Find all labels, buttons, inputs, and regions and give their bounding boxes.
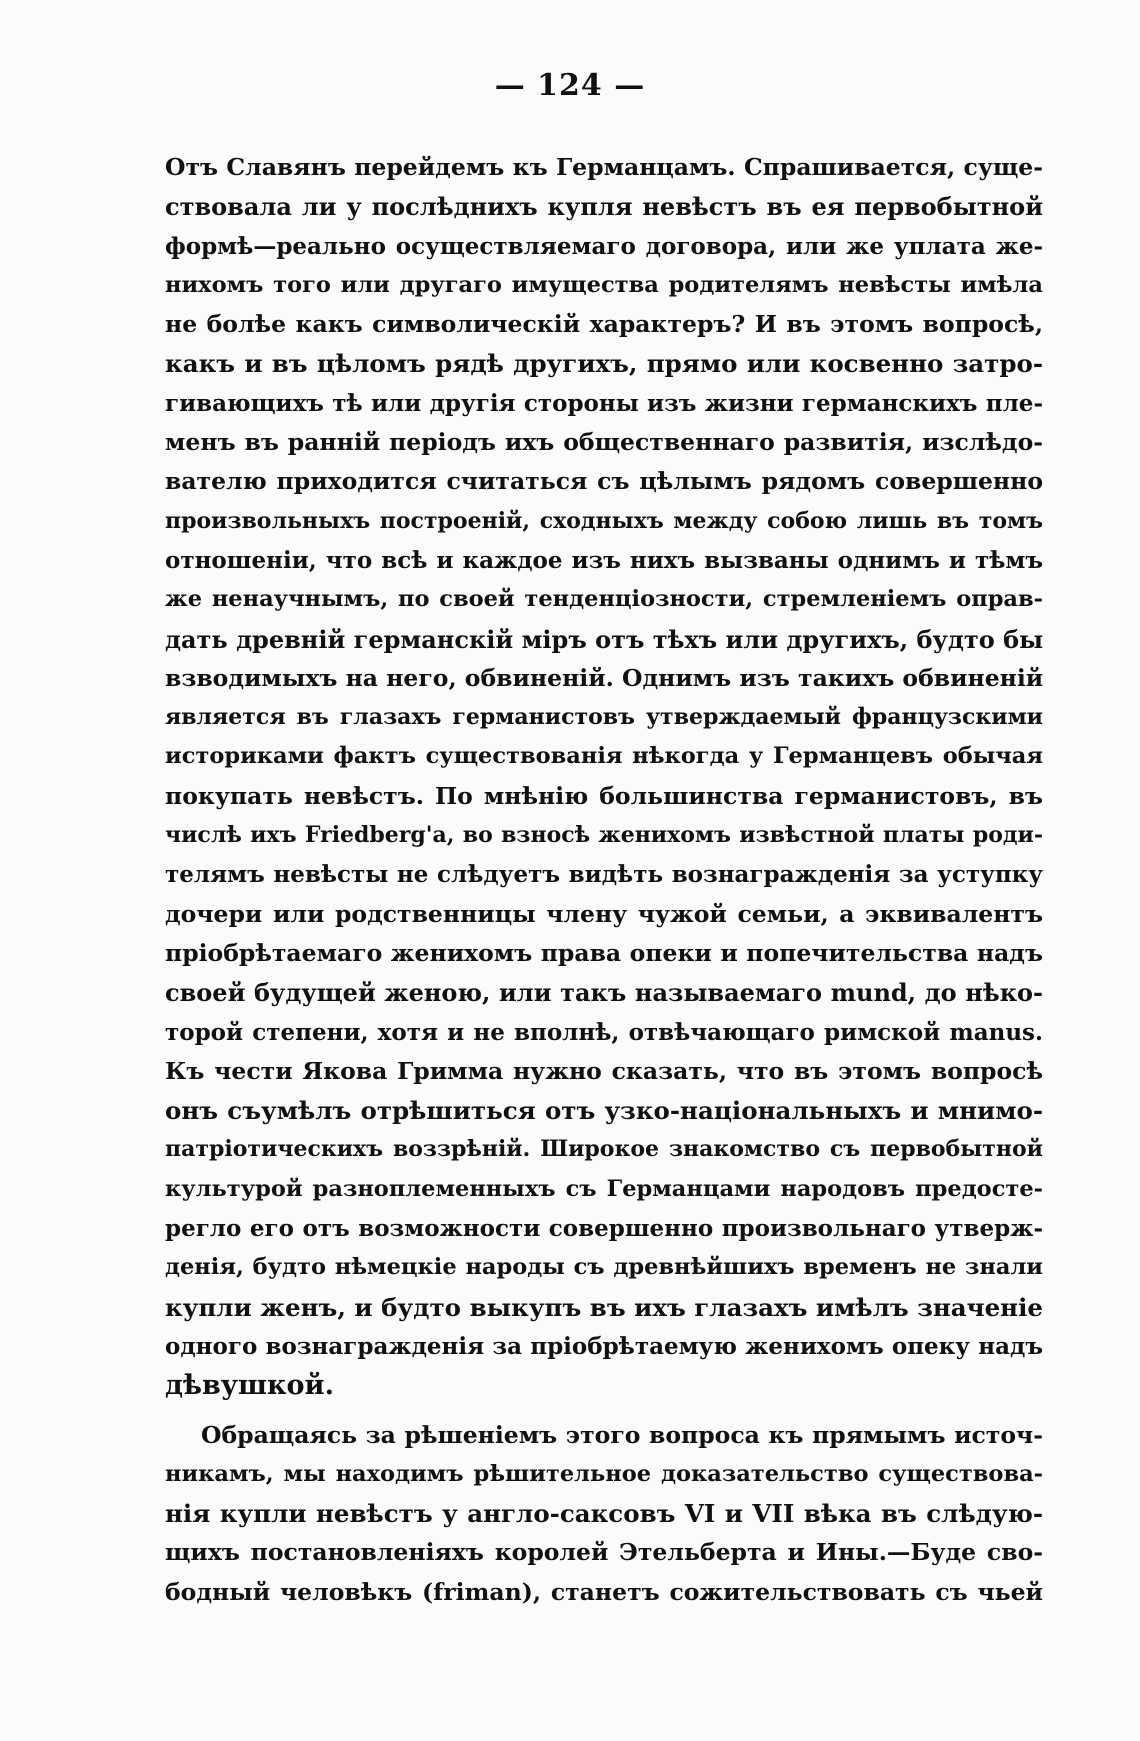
text-line: дочери или родственницы члену чужой семьи, а эквивалентъ <box>165 899 1043 928</box>
text-line: вателю приходится считаться съ цѣлымъ рядомъ совершенно <box>165 467 1043 496</box>
page-number: — 124 — <box>494 68 646 103</box>
text-line: гивающихъ тѣ или другія стороны изъ жизни германскихъ пле- <box>165 389 1043 417</box>
text-line: не болѣе какъ символическій характеръ? И въ этомъ вопросѣ, <box>165 310 1043 339</box>
text-line: покупать невѣстъ. По мнѣнію большинства германистовъ, въ <box>165 781 1043 810</box>
paragraph-2 <box>165 1416 1043 1612</box>
text-line: какъ и въ цѣломъ рядѣ другихъ, прямо или косвенно затро- <box>165 349 1043 379</box>
text-line: Къ чести Якова Гримма нужно сказать, что въ этомъ вопросѣ <box>165 1056 1043 1085</box>
text-line: дѣвушкой. <box>165 1370 334 1402</box>
text-line: пріобрѣтаемаго женихомъ права опеки и попечительства надъ <box>165 938 1043 967</box>
paragraph-1 <box>165 148 1043 1406</box>
text-line: нихомъ того или другаго имущества родителямъ невѣсты имѣла <box>165 271 1043 298</box>
paragraph-gap <box>165 1406 1043 1416</box>
text-line: отношеніи, что всѣ и каждое изъ нихъ вызваны однимъ и тѣмъ <box>165 546 1043 574</box>
text-line: нія купли невѣстъ у англо-саксовъ VI и VII вѣка въ слѣдую- <box>165 1499 1043 1529</box>
text-line: Обращаясь за рѣшеніемъ этого вопроса къ прямымъ источ- <box>201 1420 1043 1449</box>
text-line: же ненаучнымъ, по своей тенденціозности, стремленіемъ оправ- <box>165 586 1043 613</box>
text-line: купли женъ, и будто выкупъ въ ихъ глазахъ имѣлъ значеніе <box>165 1292 1043 1322</box>
text-line: дать древній германскій міръ отъ тѣхъ или другихъ, будто бы <box>165 624 1043 654</box>
text-line: является въ глазахъ германистовъ утверждаемый французскими <box>165 704 1043 731</box>
text-line: своей будущей женою, или такъ называемаго mund, до нѣко- <box>165 978 1043 1008</box>
body-text <box>165 148 1043 1612</box>
text-line: щихъ постановленіяхъ королей Этельберта и Ины.—Буде сво- <box>165 1538 1043 1567</box>
text-line: бодный человѣкъ (friman), станетъ сожительствовать съ чьей <box>165 1577 1043 1606</box>
text-line: числѣ ихъ Friedberg'а, во взносѣ женихомъ извѣстной платы роди- <box>165 822 1043 849</box>
text-line: телямъ невѣсты не слѣдуетъ видѣть вознагражденія за уступку <box>165 861 1043 889</box>
text-line: онъ съумѣлъ отрѣшиться отъ узко-національныхъ и мнимо- <box>165 1096 1043 1126</box>
text-line: одного вознагражденія за пріобрѣтаемую женихомъ опеку надъ <box>165 1332 1043 1360</box>
text-line: денія, будто нѣмецкіе народы съ древнѣйшихъ временъ не знали <box>165 1254 1043 1281</box>
text-line: взводимыхъ на него, обвиненій. Однимъ изъ такихъ обвиненій <box>165 663 1043 692</box>
text-line: историками фактъ существованія нѣкогда у Германцевъ обычая <box>165 743 1043 770</box>
text-line: патріотическихъ воззрѣній. Широкое знакомство съ первобытной <box>165 1136 1043 1163</box>
text-line: Отъ Славянъ перейдемъ къ Германцамъ. Спрашивается, суще- <box>165 153 1043 181</box>
text-line: ствовала ли у послѣднихъ купля невѣстъ въ ея первобытной <box>165 192 1043 222</box>
text-line: никамъ, мы находимъ рѣшительное доказательство существова- <box>165 1460 1043 1487</box>
text-line: торой степени, хотя и не вполнѣ, отвѣчающаго римской manus. <box>165 1018 1043 1046</box>
text-line: формѣ—реально осуществляемаго договора, или же уплата же- <box>165 232 1043 260</box>
text-line: культурой разноплеменныхъ съ Германцами народовъ предосте- <box>165 1175 1043 1202</box>
text-line: произвольныхъ построеній, сходныхъ между собою лишь въ томъ <box>165 507 1043 534</box>
text-line: менъ въ ранній періодъ ихъ общественнаго развитія, изслѣдо- <box>165 428 1043 457</box>
text-line: регло его отъ возможности совершенно произвольнаго утверж- <box>165 1215 1043 1243</box>
